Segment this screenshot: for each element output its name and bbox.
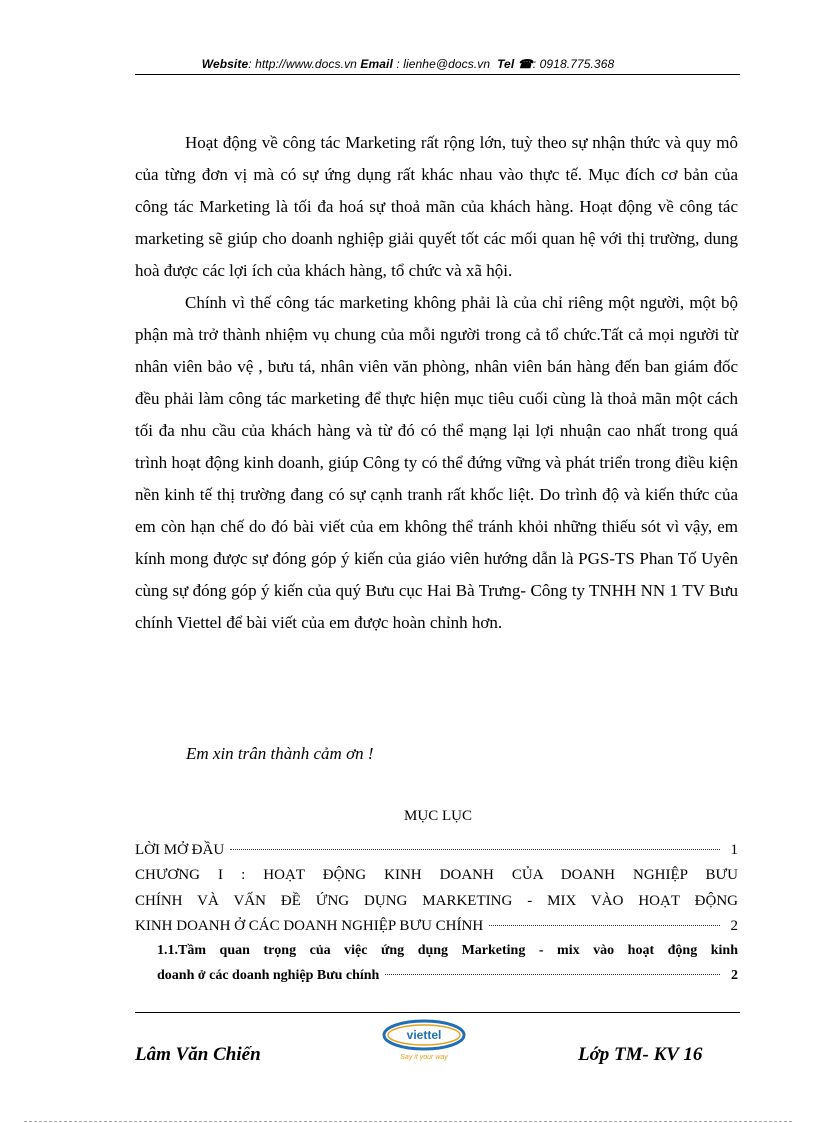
author-name: Lâm Văn Chiến <box>135 1044 261 1065</box>
dot-leader <box>385 974 720 975</box>
toc-title: MỤC LỤC <box>404 808 472 824</box>
table-of-contents <box>135 838 738 988</box>
logo-slogan: Say it your way <box>400 1054 448 1061</box>
toc-entry-chapter-1[interactable] <box>135 862 738 938</box>
toc-entry-intro[interactable] <box>135 838 738 862</box>
email-value[interactable]: : lienhe@docs.vn <box>396 57 491 71</box>
dot-leader <box>489 925 720 926</box>
toc-entry-label: LỜI MỞ ĐẦU <box>135 842 225 858</box>
page-header <box>0 57 816 71</box>
tel-value: : 0918.775.368 <box>532 57 615 71</box>
email-label: Email <box>360 57 393 71</box>
toc-entry-page: 2 <box>730 918 738 934</box>
footer-divider <box>135 1012 740 1013</box>
paragraph-2: Chính vì thế công tác marketing không phải là của chỉ riêng một người, một bộ phận mà trở thành nhiệm vụ chung của mỗi người trong cả tổ chức.Tất cả mọi người từ nhân viên bảo vệ , bưu tá, nhân viên văn phòng, nhân viên bán hàng đến ban giám đốc đều phải làm công tác marketing để thực hiện mục tiêu cuối cùng là thoả mãn một cách tối đa nhu cầu của khách hàng và từ đó có thể mạng lại lợi nhuận cao nhất trong quá trình hoạt động kinh doanh, giúp Công ty có thể đứng vững và phát triển trong điều kiện nền kinh tế thị trường đang có sự cạnh tranh rất khốc liệt. Do trình độ và kiến thức của em còn hạn chế do đó bài viết của em không thể tránh khỏi những thiếu sót vì vậy, em kính mong được sự đóng góp ý kiến của giáo viên hướng dẫn là PGS-TS Phan Tố Uyên cùng sự đóng góp ý kiến của quý Bưu cục Hai Bà Trưng- Công ty TNHH NN 1 TV Bưu chính Viettel để bài viết của em được hoàn chỉnh hơn. <box>135 293 738 632</box>
website-value[interactable]: : http://www.docs.vn <box>248 57 357 71</box>
toc-section-line: 1.1.Tầm quan trọng của việc ứng dụng Marketing - mix vào hoạt động kinh <box>157 943 738 958</box>
tel-label: Tel <box>497 57 515 71</box>
toc-section-line: doanh ở các doanh nghiệp Bưu chính <box>157 968 380 983</box>
page-bottom-edge <box>24 1121 792 1122</box>
toc-chapter-line: KINH DOANH Ở CÁC DOANH NGHIỆP BƯU CHÍNH <box>135 918 484 934</box>
website-label: Website <box>201 57 249 71</box>
thanks-line: Em xin trân thành cảm ơn ! <box>186 744 374 763</box>
paragraph-1: Hoạt động về công tác Marketing rất rộng lớn, tuỳ theo sự nhận thức và quy mô của từng đơn vị mà có sự ứng dụng rất khác nhau vào thực tế. Mục đích cơ bản của công tác Marketing là tối đa hoá sự thoả mãn của khách hàng. Hoạt động về công tác marketing sẽ giúp cho doanh nghiệp giải quyết tốt các mối quan hệ với thị trường, dung hoà được các lợi ích của khách hàng, tổ chức và xã hội. <box>135 133 738 280</box>
toc-entry-page: 2 <box>731 968 738 983</box>
class-name: Lớp TM- KV 16 <box>578 1044 703 1065</box>
viettel-logo <box>378 1017 470 1063</box>
toc-chapter-line: CHÍNH VÀ VẤN ĐỀ ỨNG DỤNG MARKETING - MIX VÀO HOẠT ĐỘNG <box>135 893 738 909</box>
logo-text: viettel <box>406 1028 442 1042</box>
body-text <box>135 127 738 639</box>
dot-leader <box>230 849 720 850</box>
header-divider <box>135 74 740 75</box>
toc-chapter-line: CHƯƠNG I : HOẠT ĐỘNG KINH DOANH CỦA DOANH NGHIỆP BƯU <box>135 867 738 883</box>
toc-entry-page: 1 <box>730 842 738 858</box>
toc-entry-section-1-1[interactable] <box>135 938 738 988</box>
phone-icon: ☎ <box>517 57 533 71</box>
